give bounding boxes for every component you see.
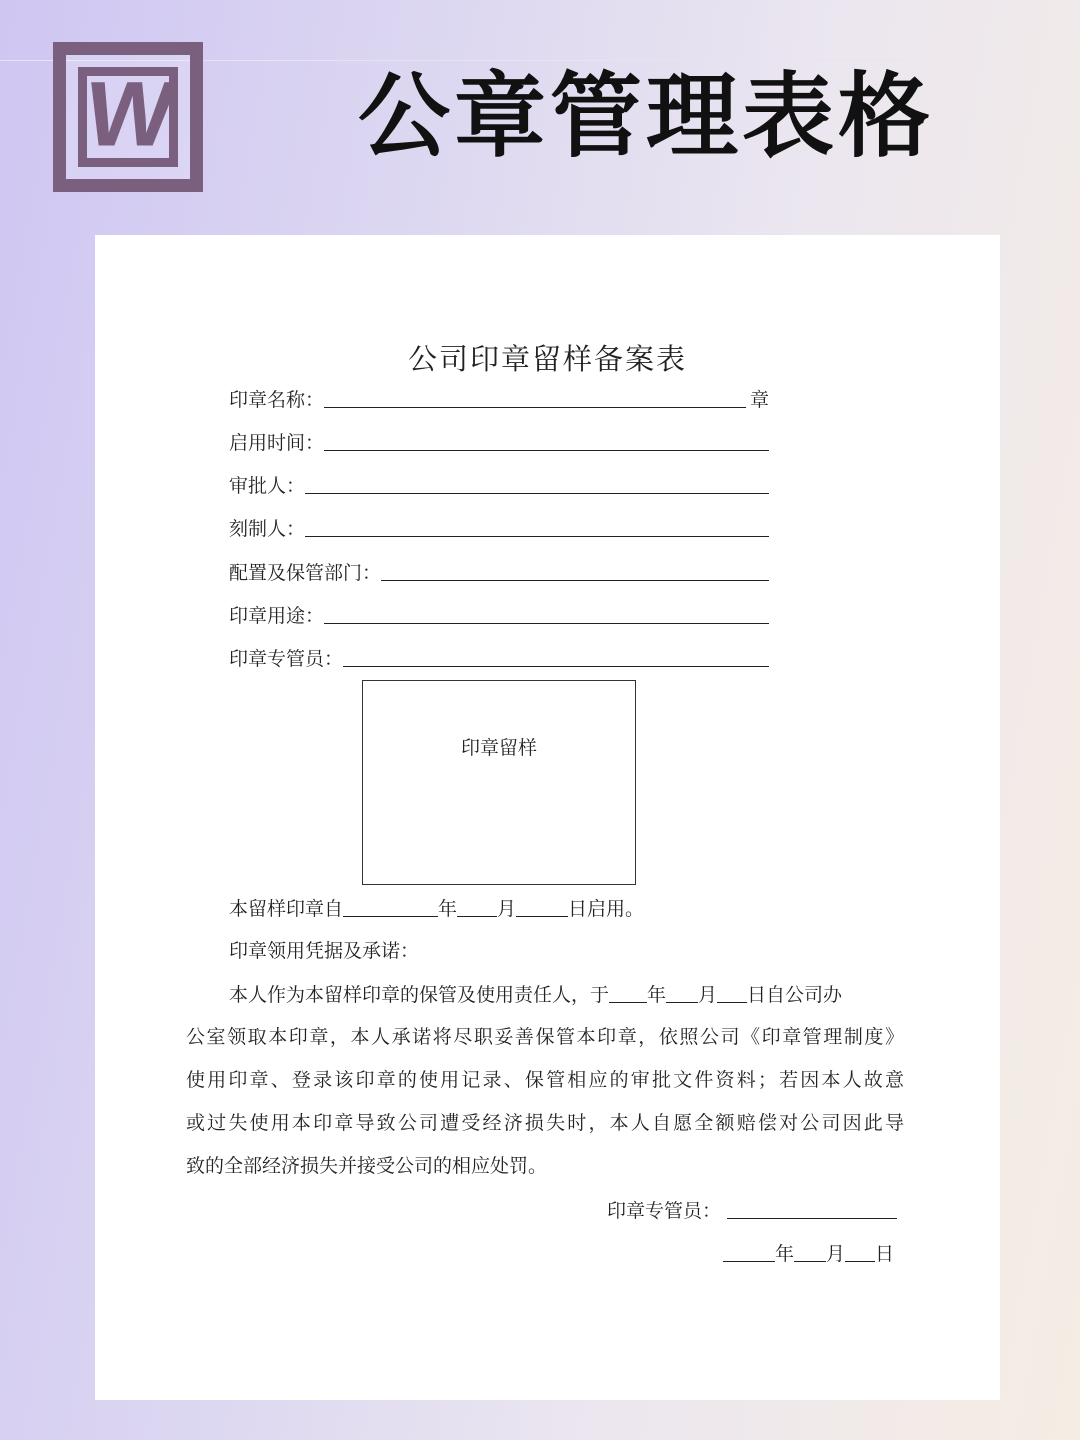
seal-sample-box[interactable] [362, 680, 636, 885]
promise-heading: 印章领用凭据及承诺： [229, 940, 420, 962]
field-engraver [229, 511, 769, 541]
paragraph-line-2: 公室领取本印章，本人承诺将尽职妥善保管本印章，依照公司《印章管理制度》 [186, 1026, 904, 1048]
logo-letter: W [79, 63, 177, 166]
field-custody-department [229, 555, 769, 585]
year-label: 年 [775, 1243, 795, 1265]
field-label: 印章名称： [229, 389, 325, 411]
word-document-icon [53, 42, 203, 192]
field-label: 刻制人： [229, 518, 306, 540]
fill-line[interactable] [305, 514, 769, 537]
fill-line[interactable] [324, 601, 769, 624]
month-label: 月 [497, 898, 517, 920]
field-seal-custodian [229, 641, 769, 671]
month-label: 月 [698, 984, 718, 1006]
banner-title: 公章管理表格 [358, 63, 935, 170]
seal-sample-label: 印章留样 [460, 737, 537, 759]
day-label: 日 [875, 1243, 895, 1265]
document-title: 公司印章留样备案表 [407, 342, 687, 376]
paragraph-text: 本人作为本留样印章的保管及使用责任人，于 [229, 984, 610, 1006]
field-label: 印章用途： [229, 605, 325, 627]
enable-date-line [229, 896, 644, 921]
day-blank[interactable] [516, 896, 568, 917]
field-label: 启用时间： [229, 432, 325, 454]
field-label: 配置及保管部门： [229, 562, 382, 584]
fill-line[interactable] [324, 428, 769, 451]
month-blank[interactable] [794, 1241, 826, 1262]
field-label: 印章专管员： [229, 648, 344, 670]
fill-line[interactable] [381, 558, 769, 581]
field-approver [229, 468, 769, 498]
field-seal-name [229, 382, 769, 412]
year-label: 年 [647, 984, 667, 1006]
month-label: 月 [826, 1243, 846, 1265]
year-blank[interactable] [343, 896, 438, 917]
fill-line[interactable] [305, 471, 769, 494]
signature-label: 印章专管员： [607, 1200, 722, 1222]
enable-prefix: 本留样印章自 [229, 898, 344, 920]
month-blank[interactable] [457, 896, 497, 917]
paragraph-text: 日自公司办 [747, 984, 843, 1006]
day-enabled-label: 日启用。 [568, 898, 645, 920]
field-label: 审批人： [229, 475, 306, 497]
day-blank[interactable] [717, 982, 747, 1003]
field-start-date [229, 425, 769, 455]
signature-blank[interactable] [727, 1198, 897, 1219]
document-page [95, 235, 1000, 1400]
paragraph-line-1 [186, 982, 904, 1007]
signature-date-line [723, 1241, 894, 1266]
year-label: 年 [438, 898, 458, 920]
day-blank[interactable] [845, 1241, 875, 1262]
signature-line [607, 1198, 897, 1223]
year-blank[interactable] [609, 982, 647, 1003]
field-seal-purpose [229, 598, 769, 628]
year-blank[interactable] [723, 1241, 775, 1262]
fill-line[interactable] [343, 644, 769, 667]
fill-line[interactable] [324, 385, 746, 408]
field-suffix: 章 [749, 389, 769, 411]
month-blank[interactable] [666, 982, 698, 1003]
paragraph-line-4: 或过失使用本印章导致公司遭受经济损失时，本人自愿全额赔偿对公司因此导 [186, 1112, 904, 1134]
paragraph-line-3: 使用印章、登录该印章的使用记录、保管相应的审批文件资料；若因本人故意 [186, 1069, 904, 1091]
paragraph-line-5: 致的全部经济损失并接受公司的相应处罚。 [186, 1155, 548, 1177]
